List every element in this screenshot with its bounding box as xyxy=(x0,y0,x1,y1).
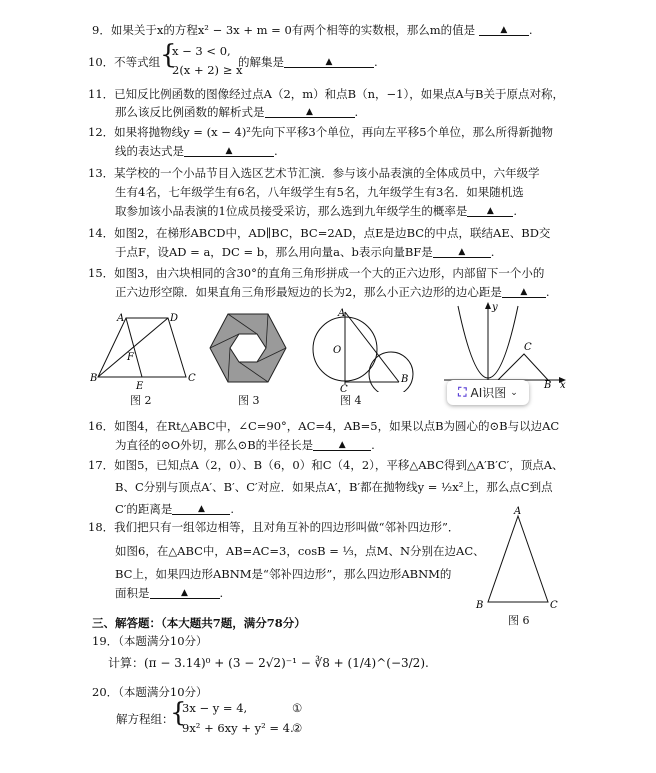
question-20-prefix: 解方程组： xyxy=(116,712,174,726)
svg-text:C: C xyxy=(524,342,532,353)
question-12: 12．如果将抛物线y = (x − 4)²先向下平移3个单位，再向左平移5个单位，那么所得新抛物 xyxy=(88,125,554,139)
label-c: C xyxy=(188,373,196,384)
question-18: 18．我们把只有一组邻边相等，且对角互补的四边形叫做“邻补四边形”． xyxy=(88,520,460,534)
question-18-line4: 面积是 ▲ . xyxy=(115,586,224,600)
chevron-down-icon: ⌄ xyxy=(510,387,518,398)
svg-text:B: B xyxy=(476,600,484,610)
figure-6-triangle xyxy=(472,504,568,610)
question-15-line2: 正六边形空隙．如果直角三角形最短边的长为2，那么小正六边形的边心距是 ▲ . xyxy=(115,285,550,299)
label-a: A xyxy=(117,313,125,324)
label-c: C xyxy=(340,384,348,392)
question-12-line2: 线的表达式是 ▲ . xyxy=(115,144,278,158)
ai-recognize-button[interactable] xyxy=(447,380,529,405)
question-16: 16．如图4，在Rt△ABC中，∠C=90°，AC=4，AB=5，如果以点B为圆心的⊙B与以边AC xyxy=(88,419,560,433)
question-20: 20．（本题满分10分） xyxy=(92,685,208,699)
question-16-line2: 为直径的⊙O外切，那么⊙B的半径长是 ▲ . xyxy=(115,438,375,452)
ai-button-label: AI识图 xyxy=(470,386,507,400)
question-14-line2: 于点F，设AD = a，DC = b，那么用向量a、b表示向量BF是 ▲ . xyxy=(115,245,495,259)
brace-icon: { xyxy=(170,698,187,728)
figure-4-circles xyxy=(303,304,423,392)
svg-text:A: A xyxy=(514,506,522,517)
equation-1-mark: ① xyxy=(292,701,303,715)
figure-2-caption: 图 2 xyxy=(130,394,152,407)
question-13-line3: 取参加该小品表演的1位成员接受采访，那么选到九年级学生的概率是 ▲ . xyxy=(115,204,517,218)
question-17-line3: C′的距离是 ▲ . xyxy=(115,502,235,516)
brace-icon: { xyxy=(160,40,177,70)
question-19-calc: 计算：(π − 3.14)⁰ + (3 − 2√2)⁻¹ − ∛8 + (1/4)^(−3/2). xyxy=(108,656,429,670)
question-11: 11．已知反比例函数的图像经过点A（2，m）和点B（n，−1），如果点A与B关于原点对称， xyxy=(88,87,564,101)
question-19: 19．（本题满分10分） xyxy=(92,634,208,648)
question-9: 9．如果关于x的方程x² − 3x + m = 0有两个相等的实数根，那么m的值是 ▲ . xyxy=(92,23,533,37)
svg-text:B: B xyxy=(544,380,552,388)
label-f: F xyxy=(127,352,134,363)
question-13: 13．某学校的一个小品节目入选区艺术节汇演．参与该小品表演的全体成员中，六年级学 xyxy=(88,166,540,180)
label-e: E xyxy=(136,381,144,392)
equation-2-mark: ② xyxy=(292,721,303,735)
figure-3-hexagon xyxy=(208,310,288,386)
section-3-heading: 三、解答题：（本大题共7题，满分78分） xyxy=(92,616,306,630)
ai-scan-icon: ⛶ xyxy=(458,385,467,399)
question-10: 10．不等式组 xyxy=(88,55,161,69)
inequality-1: x − 3 < 0, xyxy=(172,44,231,58)
label-o: O xyxy=(333,345,342,356)
question-14: 14．如图2，在梯形ABCD中，AD∥BC，BC=2AD，点E是边BC的中点，联结AE、BD交 xyxy=(88,226,551,240)
equation-1: 3x − y = 4, xyxy=(182,701,248,715)
figure-4-caption: 图 4 xyxy=(340,394,362,407)
svg-text:x: x xyxy=(560,380,566,388)
figure-5-parabola xyxy=(440,300,570,388)
question-17-line2: B、C分别与顶点A′、B′、C′对应．如果点A′，B′都在抛物线y = ½x²上，那么点C到点 xyxy=(115,480,553,494)
figure-6-caption: 图 6 xyxy=(508,614,530,627)
segment-ae xyxy=(126,318,142,377)
question-10-answer: 的解集是 ▲ . xyxy=(238,55,378,69)
question-15: 15．如图3，由六块相同的含30°的直角三角形拼成一个大的正六边形，内部留下一个小的 xyxy=(88,266,545,280)
question-13-line2: 生有4名，七年级学生有6名，八年级学生有5名，九年级学生有3名．如果随机选 xyxy=(115,185,524,199)
question-17: 17．如图5，已知点A（2，0）、B（6，0）和C（4，2），平移△ABC得到△A′B′C′，顶点A、 xyxy=(88,458,564,472)
question-18-line2: 如图6，在△ABC中，AB=AC=3，cosB = ⅓，点M、N分别在边AC、 xyxy=(115,544,485,558)
question-18-line3: BC上，如果四边形ABNM是“邻补四边形”，那么四边形ABNM的 xyxy=(115,567,452,581)
svg-text:C: C xyxy=(550,600,558,610)
trapezoid-abcd xyxy=(98,318,186,377)
figure-3-caption: 图 3 xyxy=(238,394,260,407)
label-a: A xyxy=(338,308,346,319)
label-b: B xyxy=(401,374,409,385)
triangle-abc xyxy=(498,354,548,380)
question-11-line2: 那么该反比例函数的解析式是 ▲ . xyxy=(115,105,359,119)
inequality-2: 2(x + 2) ≥ x xyxy=(172,63,243,77)
segment-bd xyxy=(98,318,168,377)
answer-blank: ▲ xyxy=(479,22,529,36)
label-b: B xyxy=(90,373,98,384)
equation-2: 9x² + 6xy + y² = 4. xyxy=(182,721,294,735)
figure-2-trapezoid xyxy=(90,308,200,392)
svg-text:y: y xyxy=(492,302,498,313)
label-d: D xyxy=(170,313,179,324)
triangle-abc xyxy=(488,516,548,602)
